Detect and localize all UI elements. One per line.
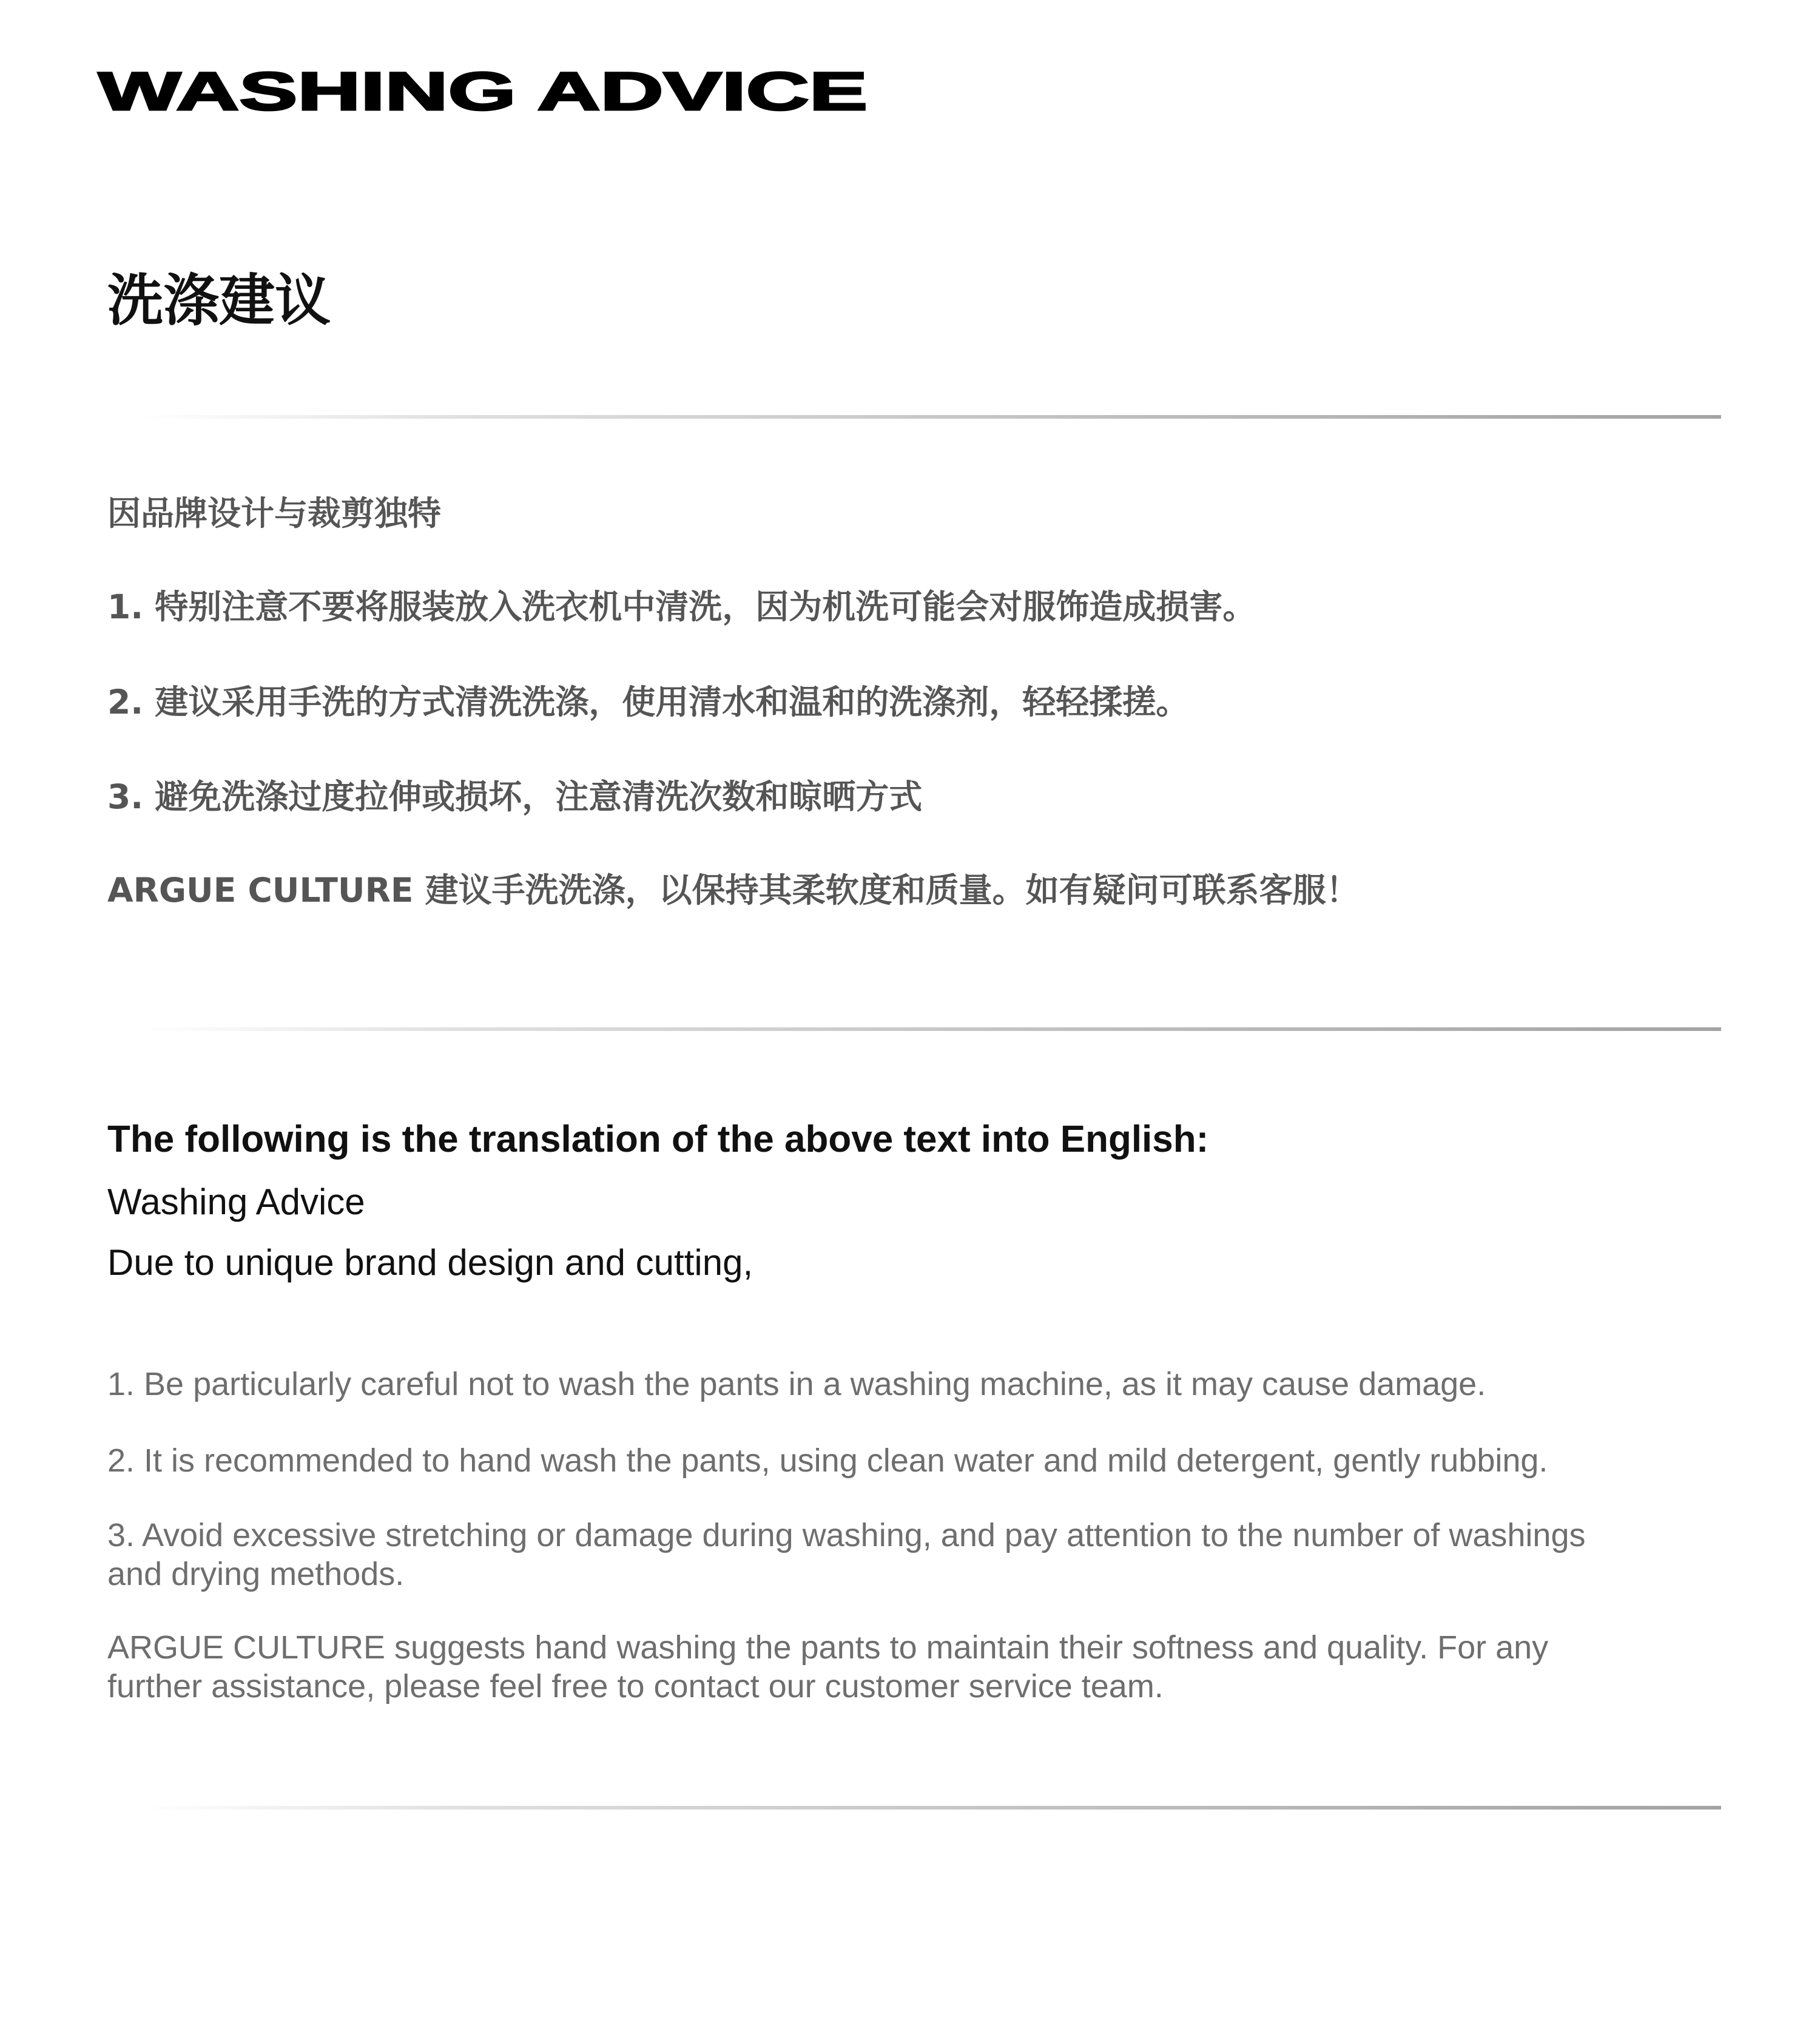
section-divider <box>142 415 1721 419</box>
cn-intro-text: 因品牌设计与裁剪独特 <box>107 494 442 533</box>
cn-list-item: 2. 建议采用手洗的方式清洗洗涤，使用清水和温和的洗涤剂，轻轻揉搓。 <box>107 683 1190 721</box>
en-intro-text: Due to unique brand design and cutting, <box>107 1242 753 1283</box>
cn-list-item: 3. 避免洗涤过度拉伸或损坏，注意清洗次数和晾晒方式 <box>107 777 923 816</box>
cn-closing-text: ARGUE CULTURE 建议手洗洗涤，以保持其柔软度和质量。如有疑问可联系客服！ <box>107 871 1360 910</box>
en-section-heading: Washing Advice <box>107 1181 365 1222</box>
en-closing-text: ARGUE CULTURE suggests hand washing the pants to maintain their softness and quality. For any further assistance, please feel free to contact our customer service team. <box>107 1629 1549 1705</box>
en-list-item: 3. Avoid excessive stretching or damage during washing, and pay attention to the number of washings and drying methods. <box>107 1517 1586 1592</box>
page-title: WASHING ADVICE <box>98 61 868 121</box>
en-list-item: 2. It is recommended to hand wash the pants, using clean water and mild detergent, gently rubbing. <box>107 1442 1548 1479</box>
cn-section-heading: 洗涤建议 <box>107 268 331 333</box>
page-title-banner <box>98 61 887 121</box>
cn-list-item: 1. 特别注意不要将服装放入洗衣机中清洗，因为机洗可能会对服饰造成损害。 <box>107 587 1256 626</box>
section-divider <box>142 1027 1721 1031</box>
section-divider <box>142 1806 1721 1810</box>
translation-label: The following is the translation of the above text into English: <box>107 1118 1209 1160</box>
en-list-item: 1. Be particularly careful not to wash the pants in a washing machine, as it may cause damage. <box>107 1366 1486 1402</box>
